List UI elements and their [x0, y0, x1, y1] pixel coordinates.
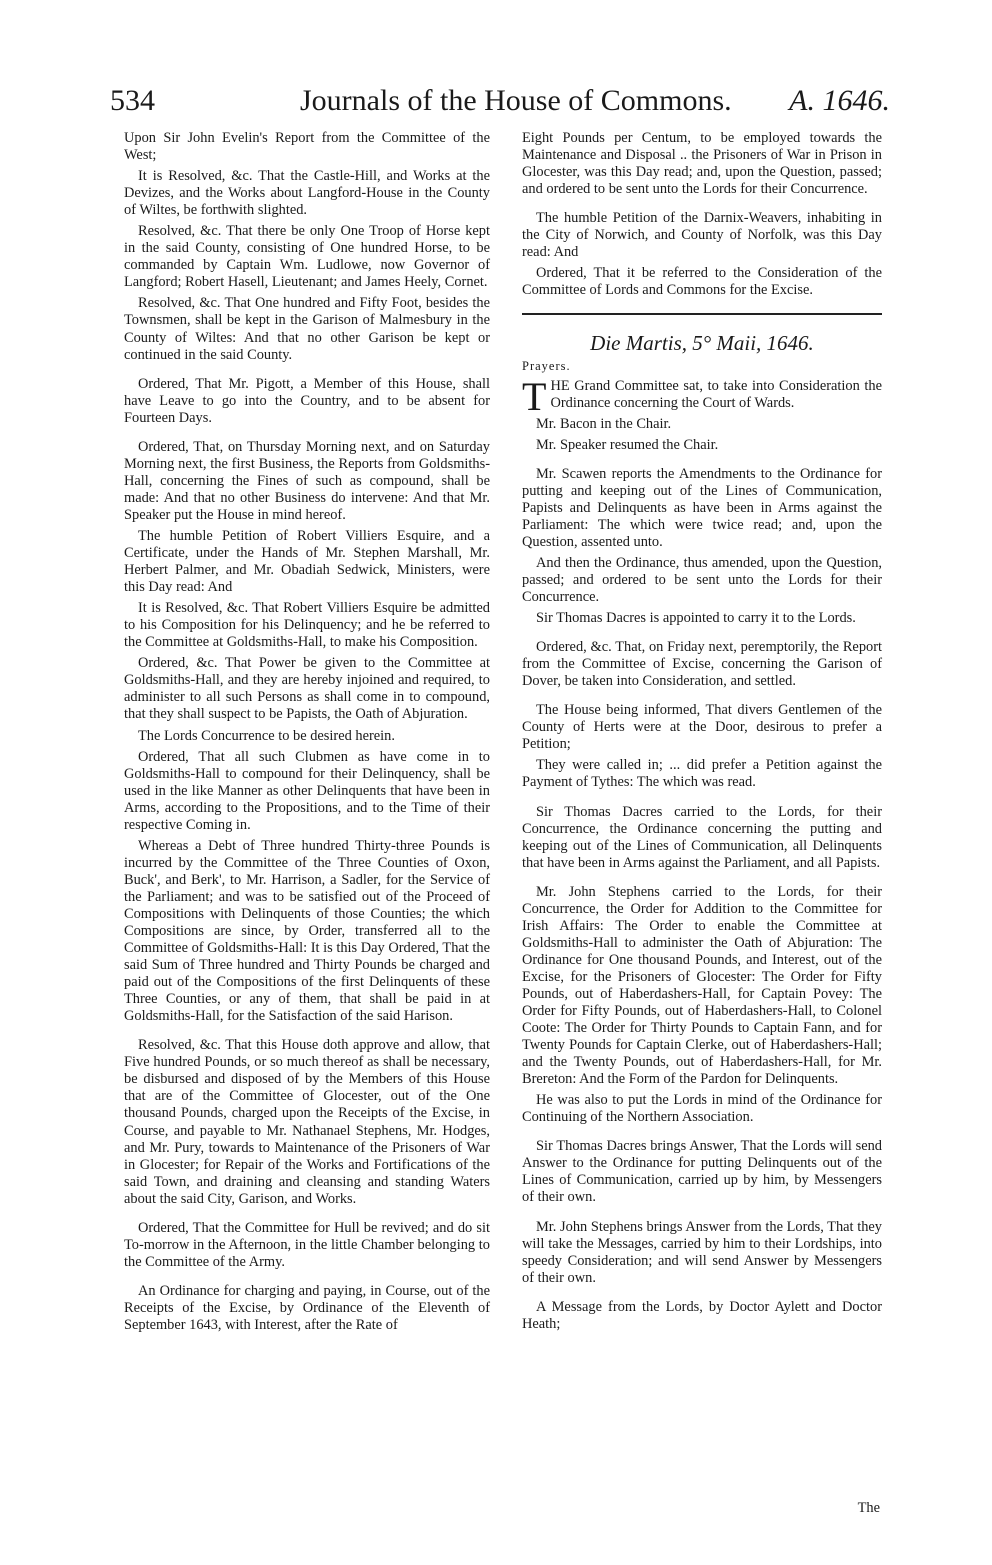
paragraph: The humble Petition of the Darnix-Weavers, inhabiting in the City of Norwich, and County of Norfolk, was this Day read: And: [522, 210, 882, 261]
page-number: 534: [110, 84, 155, 117]
paragraph: Sir Thomas Dacres carried to the Lords, for their Concurrence, the Ordinance concerning the putting and keeping out of the Lines of Communication, all Delinquents that have been in Arms against the Parliament, and all Papists.: [522, 803, 882, 871]
section-divider: [522, 313, 882, 315]
paragraph: Ordered, &c. That Power be given to the Committee at Goldsmiths-Hall, and they are hereby injoined and required, to administer to all such Persons as shall come in to compound, that they shall suspect to be Papists, the Oath of Abjuration.: [124, 655, 490, 723]
paragraph-dropcap: [522, 373, 882, 419]
paragraph: Ordered, That Mr. Pigott, a Member of this House, shall have Leave to go into the Country, and to be absent for Fourteen Days.: [124, 375, 490, 426]
paragraph: Ordered, That, on Thursday Morning next, and on Saturday Morning next, the first Business, the Reports from Goldsmiths-Hall, concerning the Fines of such as compound, shall be made: And that no other Business do intervene: And that Mr. Speaker put the House in mind hereof.: [124, 438, 490, 523]
paragraph: The House being informed, That divers Gentlemen of the County of Herts were at the Door, desirous to prefer a Petition;: [522, 702, 882, 753]
paragraph: Resolved, &c. That One hundred and Fifty Foot, besides the Townsmen, shall be kept in the Garison of Malmesbury in the County of Wiltes: And that no other Garison be kept or continued in the said County.: [124, 295, 490, 363]
year-heading: A. 1646.: [789, 84, 890, 117]
catchword: The: [857, 1500, 880, 1516]
page-header: [110, 84, 890, 128]
paragraph: Ordered, That the Committee for Hull be revived; and do sit To-morrow in the Afternoon, in the little Chamber belonging to the Committee of the Army.: [124, 1219, 490, 1270]
paragraph: And then the Ordinance, thus amended, upon the Question, passed; and ordered to be sent unto the Lords for their Concurrence.: [522, 554, 882, 606]
paragraph: It is Resolved, &c. That Robert Villiers Esquire be admitted to his Composition for his Delinquency; and he be referred to the Committee at Goldsmiths-Hall, to make his Composition.: [124, 600, 490, 651]
paragraph: Upon Sir John Evelin's Report from the Committee of the West;: [124, 130, 490, 164]
paragraph: Mr. John Stephens carried to the Lords, for their Concurrence, the Order for Addition to the Committee for Irish Affairs: The Order to enable the Committee at Goldsmiths-Hall to administer the Oath of Abjuration: The Ordinance for One thousand Pounds, and Interest, out of the Excise, for the Prisoners of Glocester: The Order for Fifty Pounds, out of Haberdashers-Hall, for Captain Povey: The Order for Fifty Pounds, out of Haberdashers-Hall, to Colonel Coote: The Order for Thirty Pounds to Captain Fann, and for Twenty Pounds for Captain Clerke, out of Haberdashers-Hall; and the Twenty Pounds, out of Haberdashers-Hall, for Mr. Brereton: And the Form of the Pardon for Delinquents.: [522, 883, 882, 1088]
paragraph: An Ordinance for charging and paying, in Course, out of the Receipts of the Excise, by Ordinance of the Eleventh of September 1643, with Interest, after the Rate of: [124, 1282, 490, 1333]
paragraph: Ordered, &c. That, on Friday next, peremptorily, the Report from the Committee of Excise, concerning the Garison of Dover, be taken into Consideration, and settled.: [522, 639, 882, 690]
paragraph-text: HE Grand Committee sat, to take into Consideration the Ordinance concerning the Court of Wards.: [550, 377, 882, 411]
right-column: [522, 130, 882, 1337]
paragraph: Whereas a Debt of Three hundred Thirty-three Pounds is incurred by the Committee of the Three Counties of Oxon, Buck', and Berk', to Mr. Harrison, a Sadler, for the Service of the Parliament; and was to be satisfied out of the Proceed of Compositions with Delinquents of those Counties; the which Compositions are since, by Order, transferred all to the Committee of Goldsmiths-Hall: It is this Day Ordered, That the said Sum of Three hundred and Thirty Pounds be charged and paid out of the Compositions of the first Delinquents of these Three Counties, or any of them, that shall be paid in at Goldsmiths-Hall, for the Satisfaction of the said Harison.: [124, 837, 490, 1025]
paragraph: Mr. Bacon in the Chair.: [536, 415, 672, 432]
paragraph: Mr. Speaker resumed the Chair.: [536, 436, 719, 453]
paragraph: Eight Pounds per Centum, to be employed towards the Maintenance and Disposal .. the Prisoners of War in Prison in Glocester, was this Day read; and, upon the Question, passed; and ordered to be sent unto the Lords for their Concurrence.: [522, 130, 882, 198]
paragraph: Mr. John Stephens brings Answer from the Lords, That they will take the Messages, carried by him to their Lordships, into speedy Consideration; and will send Answer by Messengers of their own.: [522, 1218, 882, 1286]
paragraph: Sir Thomas Dacres brings Answer, That the Lords will send Answer to the Ordinance for putting Delinquents out of the Lines of Communication, carried up by him, by Messengers of their own.: [522, 1138, 882, 1206]
paragraph: Resolved, &c. That there be only One Troop of Horse kept in the said County, consisting of One hundred Horse, to be commanded by Captain Wm. Ludlowe, now Governor of Langford; Robert Hasell, Lieutenant; and James Heely, Cornet.: [124, 223, 490, 291]
paragraph: They were called in; ... did prefer a Petition against the Payment of Tythes: The which was read.: [522, 757, 882, 791]
paragraph: It is Resolved, &c. That the Castle-Hill, and Works at the Devizes, and the Works about Langford-House in the County of Wiltes, be forthwith slighted.: [124, 168, 490, 219]
paragraph: Ordered, That it be referred to the Consideration of the Committee of Lords and Commons for the Excise.: [522, 265, 882, 299]
paragraph: A Message from the Lords, by Doctor Aylett and Doctor Heath;: [522, 1298, 882, 1332]
paragraph: He was also to put the Lords in mind of the Ordinance for Continuing of the Northern Association.: [522, 1092, 882, 1126]
paragraph: The Lords Concurrence to be desired herein.: [138, 727, 395, 744]
prayers-label: Prayers.: [522, 359, 571, 374]
paragraph: Resolved, &c. That this House doth approve and allow, that Five hundred Pounds, or so much thereof as shall be necessary, be disbursed and disposed of by the Members of this House that are of the Committee of Glocester, out of the One thousand Pounds, charged upon the Receipts of the Excise, in Course, and payable to Mr. Nathanael Stephens, Mr. Hodges, and Mr. Pury, towards to Maintenance of the Prisoners of War in Glocester; for Repair of the Works and Fortifications of the said Town, and draining and cleansing and standing Waters about the said City, Garison, and Works.: [124, 1037, 490, 1207]
date-heading: Die Martis, 5° Maii, 1646.: [590, 331, 814, 356]
left-column: [124, 130, 490, 1338]
drop-cap: T: [522, 373, 547, 419]
running-title: Journals of the House of Commons.: [300, 84, 732, 117]
paragraph: The humble Petition of Robert Villiers Esquire, and a Certificate, under the Hands of Mr. Stephen Marshall, Mr. Herbert Palmer, and Mr. Obadiah Sedwick, Ministers, were this Day read: And: [124, 527, 490, 596]
paragraph: Sir Thomas Dacres is appointed to carry it to the Lords.: [536, 610, 856, 627]
paragraph: Mr. Scawen reports the Amendments to the Ordinance for putting and keeping out of the Lines of Communication, Papists and Delinquents as have been in Arms against the Parliament: The which were twice read; and, upon the Question, assented unto.: [522, 465, 882, 550]
paragraph: Ordered, That all such Clubmen as have come in to Goldsmiths-Hall to compound for their Delinquency, shall be used in the like Manner as other Delinquents that have been in Arms, according to the Propositions, and to the Time of their respective Coming in.: [124, 748, 490, 833]
